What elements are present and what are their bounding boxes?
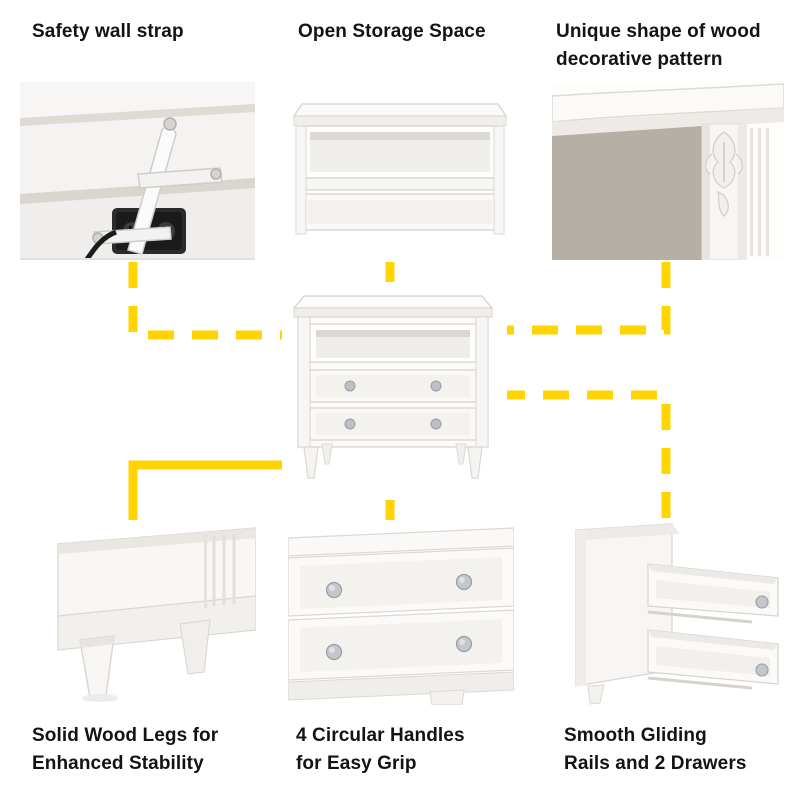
label-text-line2: decorative pattern <box>556 48 723 70</box>
safety-wall-strap-photo <box>20 82 255 260</box>
label-smooth-gliding-rails <box>564 722 800 777</box>
label-circular-handles <box>296 722 526 777</box>
panel-open-storage <box>288 82 513 260</box>
circular-handles-photo <box>288 520 514 705</box>
label-text-line2: Enhanced Stability <box>32 752 204 774</box>
panel-safety-wall-strap <box>20 82 255 260</box>
label-text: Safety wall strap <box>32 21 184 42</box>
label-text-line1: Unique shape of wood <box>556 21 761 42</box>
panel-circular-handles <box>288 520 514 705</box>
label-text-line1: 4 Circular Handles <box>296 725 465 746</box>
label-text: Open Storage Space <box>298 21 486 42</box>
panel-wood-carving <box>552 82 784 260</box>
label-text-line2: for Easy Grip <box>296 752 417 774</box>
gliding-drawers-photo <box>552 520 784 705</box>
label-text-line2: Rails and 2 Drawers <box>564 752 747 774</box>
wood-decorative-pattern-photo <box>552 82 784 260</box>
label-text-line1: Smooth Gliding <box>564 725 707 746</box>
panel-nightstand-overview <box>282 282 507 500</box>
label-wood-decorative-pattern <box>556 18 800 73</box>
open-storage-space-photo <box>288 82 513 260</box>
solid-wood-legs-photo <box>28 520 256 705</box>
label-safety-wall-strap <box>32 18 272 46</box>
panel-solid-wood-legs <box>28 520 256 705</box>
label-solid-wood-legs <box>32 722 282 777</box>
panel-gliding-drawers <box>552 520 784 705</box>
full-nightstand-photo <box>282 282 507 500</box>
label-text-line1: Solid Wood Legs for <box>32 725 219 746</box>
label-open-storage-space <box>298 18 538 46</box>
